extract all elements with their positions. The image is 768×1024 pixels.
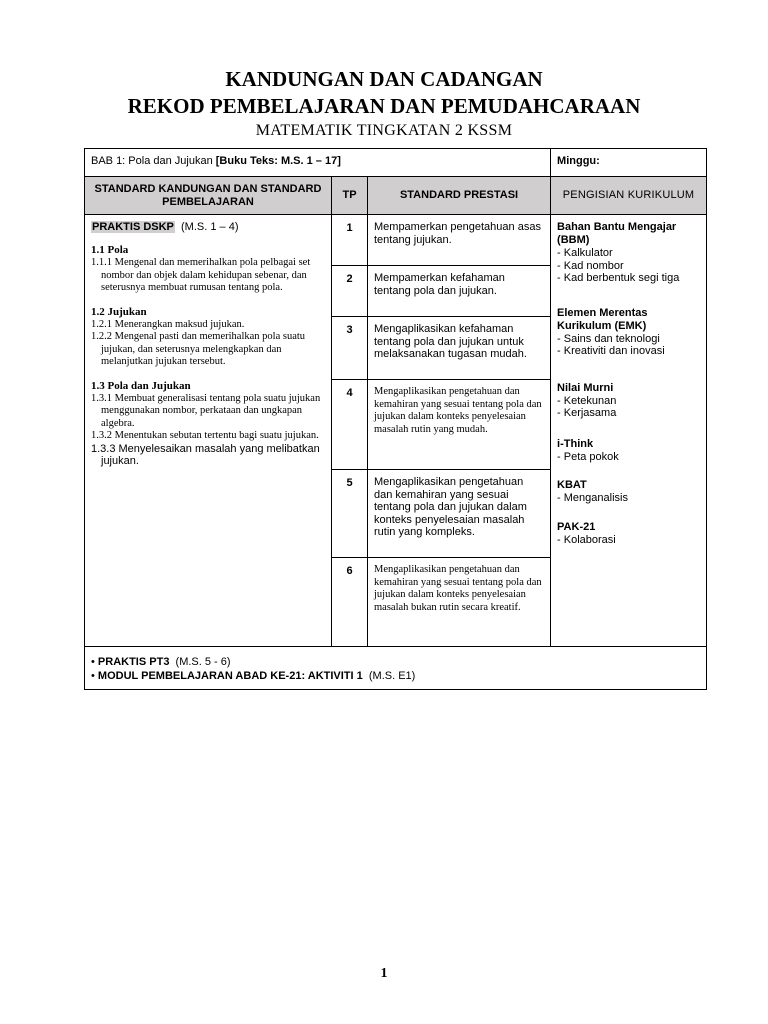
chapter-cell [85,149,551,177]
curriculum-group [557,438,700,464]
tp-number: 6 [332,558,368,647]
header-pengisian-kurikulum: PENGISIAN KURIKULUM [551,177,707,215]
header-standard-kandungan: STANDARD KANDUNGAN DAN STANDARD PEMBELAJARAN [85,177,332,215]
curriculum-item: - Menganalisis [557,492,628,504]
curriculum-group-heading: PAK-21 [557,520,596,533]
lesson-record-table [84,148,707,690]
footer-item-title: MODUL PEMBELAJARAN ABAD KE-21: AKTIVITI 1 [97,670,363,682]
section-title: 1.2 Jujukan [91,305,147,318]
learning-standard-item: 1.3.2 Menentukan sebutan tertentu bagi suatu jujukan. [91,430,319,441]
tp-number: 3 [332,317,368,380]
header-tp: TP [332,177,368,215]
footer-line [91,669,700,683]
curriculum-item: - Ketekunan [557,394,617,407]
learning-standard-item: 1.2.1 Menerangkan maksud jujukan. [91,318,245,330]
curriculum-group [557,307,700,358]
curriculum-item: - Peta pokok [557,450,619,463]
learning-standard-item: 1.3.1 Membuat generalisasi tentang pola suatu jujukan menggunakan nombor, perkataan dan ungkapan algebra. [91,392,321,429]
title-line-2: REKOD PEMBELAJARAN DAN PEMUDAHCARAAN [127,94,641,118]
title-line-1: KANDUNGAN DAN CADANGAN [225,67,543,91]
tp-description: Mempamerkan pengetahuan asas tentang jujukan. [368,215,551,266]
footer-row [85,647,707,690]
header-standard-prestasi: STANDARD PRESTASI [368,177,551,215]
header-row [85,177,707,215]
learning-standard-item: 1.1.1 Mengenal dan memerihalkan pola pelbagai set nombor dan objek dalam kehidupan sebenar, dan seterusnya membuat rumusan tentang pola. [91,257,311,293]
standard-kandungan-cell [85,215,332,647]
praktis-dskp [91,221,325,233]
tp-number: 1 [332,215,368,266]
bullet-icon: • [91,656,95,668]
footer-item-title: PRAKTIS PT3 [97,656,170,668]
footer-cell [85,647,707,690]
curriculum-item: - Kreativiti dan inovasi [557,345,665,357]
section-title: 1.1 Pola [91,244,129,256]
footer-item-pages: (M.S. E1) [362,670,416,682]
pengisian-kurikulum-cell [551,215,707,647]
chapter-title: BAB 1: Pola dan Jujukan [91,155,216,167]
curriculum-item: - Sains dan teknologi [557,332,660,345]
tp-description: Mengaplikasikan pengetahuan dan kemahiran yang sesuai tentang pola dan jujukan dalam konteks penyelesaian masalah rutin yang kompleks. [368,470,551,558]
curriculum-group [557,221,700,285]
tp-number: 5 [332,470,368,558]
tp-row-1 [85,215,707,266]
title-line-3: MATEMATIK TINGKATAN 2 KSSM [255,122,513,139]
tp-description: Mengaplikasikan pengetahuan dan kemahiran yang sesuai tentang pola dan jujukan dalam konteks penyelesaian masalah bukan rutin secara kreatif. [368,558,551,647]
document-titles [0,66,768,141]
praktis-dskp-label: PRAKTIS DSKP [92,221,174,233]
curriculum-group [557,479,700,505]
curriculum-item: - Kalkulator [557,247,613,259]
footer-line [91,655,700,669]
tp-number: 4 [332,380,368,470]
curriculum-item: - Kad nombor [557,259,624,272]
footer-item-pages: (M.S. 5 - 6) [169,656,231,668]
week-cell [551,149,707,177]
textbook-pages: [Buku Teks: M.S. 1 – 17] [215,155,341,167]
curriculum-item: - Kerjasama [557,407,617,419]
curriculum-group-heading: Bahan Bantu Mengajar (BBM) [557,221,677,246]
chapter-row [85,149,707,177]
tp-description: Mengaplikasikan kefahaman tentang pola dan jujukan untuk melaksanakan tugasan mudah. [368,317,551,380]
section-title: 1.3 Pola dan Jujukan [91,379,191,392]
curriculum-group-heading: Nilai Murni [557,381,614,394]
page-number: 1 [380,966,388,981]
curriculum-item: - Kolaborasi [557,533,616,546]
praktis-dskp-pages: (M.S. 1 – 4) [174,221,239,233]
learning-standard-item: 1.2.2 Mengenal pasti dan memerihalkan pola suatu jujukan, dan seterusnya melengkapkan dan melanjutkan jujukan tersebut. [91,331,306,367]
curriculum-group-heading: KBAT [557,479,587,491]
bullet-icon: • [91,670,95,682]
tp-description: Mengaplikasikan pengetahuan dan kemahiran yang sesuai tentang pola dan jujukan dalam konteks penyelesaian masalah rutin yang mudah. [368,380,551,470]
curriculum-group-heading: i-Think [557,437,594,450]
curriculum-group [557,521,700,547]
curriculum-group-heading: Elemen Merentas Kurikulum (EMK) [557,306,648,332]
curriculum-item: - Kad berbentuk segi tiga [557,272,680,284]
curriculum-group [557,382,700,420]
tp-number: 2 [332,266,368,317]
week-label: Minggu: [557,155,600,167]
tp-description: Mempamerkan kefahaman tentang pola dan jujukan. [368,266,551,317]
learning-standard-item: 1.3.3 Menyelesaikan masalah yang melibatkan jujukan. [91,442,320,467]
